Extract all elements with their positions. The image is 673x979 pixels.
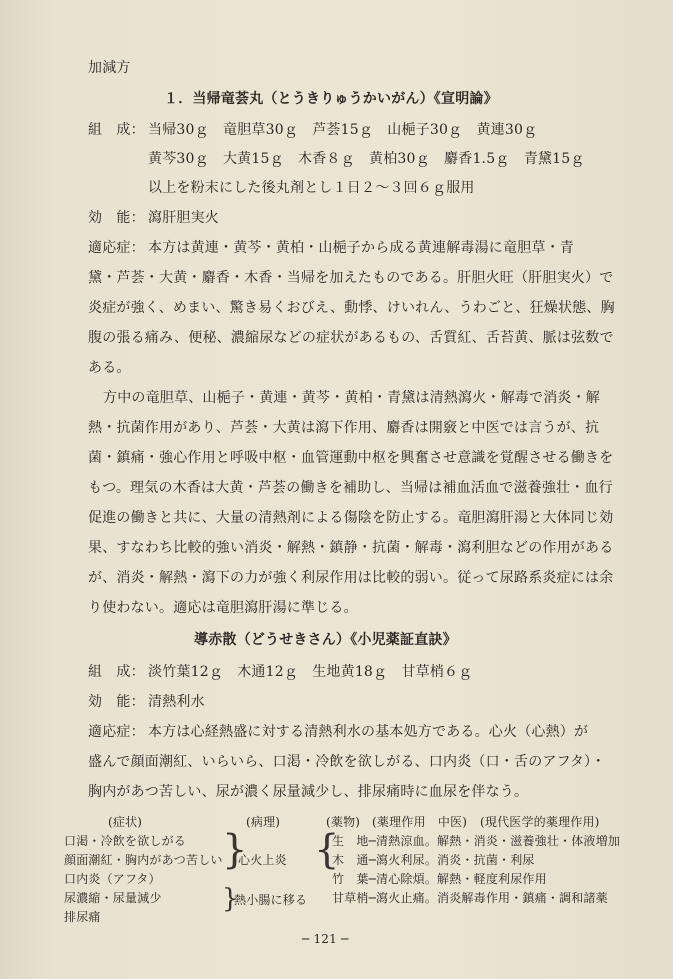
section1-para2-line: 熱・抗菌作用があり、芦荟・大黄は瀉下作用、麝香は開竅と中医では言うが、抗 [88,420,600,436]
symptom-item: 顔面潮紅・胸内があつ苦しい [64,853,223,867]
section1-title: １．当帰竜荟丸（とうきりゅうかいがん）《宣明論》 [164,91,498,107]
symptom-item: 口内炎（アフタ） [64,872,161,886]
symptom-item: 尿濃縮・尿量減少 [64,891,162,905]
section1-composition-line2: 黄芩30ｇ 大黄15ｇ 木香８ｇ 黄柏30ｇ 麝香1.5ｇ 青黛15ｇ [148,151,585,167]
section2-composition-label: 組 成： [88,664,145,680]
brace-symptoms-top: } [222,827,248,873]
section2-indication-label: 適応症： [88,724,145,740]
section1-efficacy: 瀉肝胆実火 [148,210,219,226]
section2-composition: 淡竹葉12ｇ 木通12ｇ 生地黄18ｇ 甘草梢６ｇ [148,664,473,680]
section2-efficacy-label: 効 能： [88,694,145,710]
pathology-item: 熱小腸に移る [234,893,308,907]
drug-item: 生 地─清熱涼血。解熱・消炎・滋養強壮・体液増加 [332,834,621,848]
symptom-item: 口渇・冷飲を欲しがる [64,834,187,848]
section2-para1-line: 本方は心経熱盛に対する清熱利水の基本処方である。心火（心熱）が [148,724,589,740]
section1-indication-label: 適応症： [88,240,145,256]
section1-para2-line: もつ。理気の木香は大黄・芦荟の働きを補助し、当帰は補血活血で滋養強壮・血行 [88,480,613,496]
section2-para1-line: 盛んで顔面潮紅、いらいら、口渇・冷飲を欲しがる、口内炎（口・舌のアフタ）・ [88,754,606,770]
section2-para1-line: 胸内があつ苦しい、尿が濃く尿量減少し、排尿痛時に血尿を伴なう。 [88,784,529,800]
symptoms-header: (症状) [108,815,143,829]
symptom-item: 排尿痛 [64,910,101,924]
action-header: (薬理作用 中医) [372,815,468,829]
brace-drugs: } [314,827,340,873]
pathology-header: (病理) [246,815,281,829]
section2-efficacy: 清熱利水 [148,694,205,710]
section1-composition-label: 組 成： [88,122,145,138]
page-number: ─ 121 ─ [302,932,349,946]
section1-para2-line: 果、すなわち比較的強い消炎・解熱・鎮静・抗菌・解毒・瀉利胆などの作用がある [88,540,614,556]
drug-item: 甘草梢─瀉火止痛。消炎解毒作用・鎮痛・調和諸薬 [332,891,608,905]
section1-efficacy-label: 効 能： [88,210,145,226]
pathology-item: 心火上炎 [238,853,287,867]
section1-composition-line3: 以上を粉末にした後丸剤とし１日２～３回６ｇ服用 [148,180,475,196]
section1-para1-line: 腹の張る痛み、便秘、濃縮尿などの症状があるもの、舌質紅、舌苔黄、脈は弦数で [88,330,614,346]
section1-para2-line: 方中の竜胆草、山梔子・黄連・黄芩・黄柏・青黛は清熱瀉火・解毒で消炎・解 [103,390,600,406]
drugs-header: (薬物) [326,815,361,829]
section1-para1-line: 本方は黄連・黄芩・黄柏・山梔子から成る黄連解毒湯に竜胆草・青 [148,240,574,256]
modern-header: (現代医学的薬理作用) [480,815,600,829]
section1-para2-line: 菌・鎮痛・強心作用と呼吸中枢・血管運動中枢を興奮させ意識を覚醒させる働きを [88,450,614,466]
drug-item: 竹 葉─清心除煩。解熱・軽度利尿作用 [332,872,547,886]
brace-symptoms-bottom: } [222,884,239,914]
section1-para1-line: 炎症が強く、めまい、驚き易くおびえ、動悸、けいれん、うわごと、狂燥状態、胸 [88,300,615,316]
section1-para2-line: が、消炎・解熱・瀉下の力が強く利尿作用は比較的弱い。従って尿路系炎症には余 [88,570,614,586]
section1-para1-line: 黛・芦荟・大黄・麝香・木香・当帰を加えたものである。肝胆火旺（肝胆実火）で [88,270,614,286]
drug-item: 木 通─瀉火利尿。消炎・抗菌・利尿 [332,853,535,867]
section1-para2-line: り使わない。適応は竜胆瀉肝湯に準じる。 [88,600,358,616]
page-heading: 加減方 [88,60,131,76]
section1-para2-line: 促進の働きと共に、大量の清熱剤による傷陰を防止する。竜胆瀉肝湯と大体同じ効 [88,510,614,526]
section2-title: 導赤散（どうせきさん）《小児薬証直訣》 [194,632,457,648]
section1-composition-line1: 当帰30ｇ 竜胆草30ｇ 芦荟15ｇ 山梔子30ｇ 黄連30ｇ [148,122,538,138]
section1-para1-line: ある。 [88,360,131,376]
